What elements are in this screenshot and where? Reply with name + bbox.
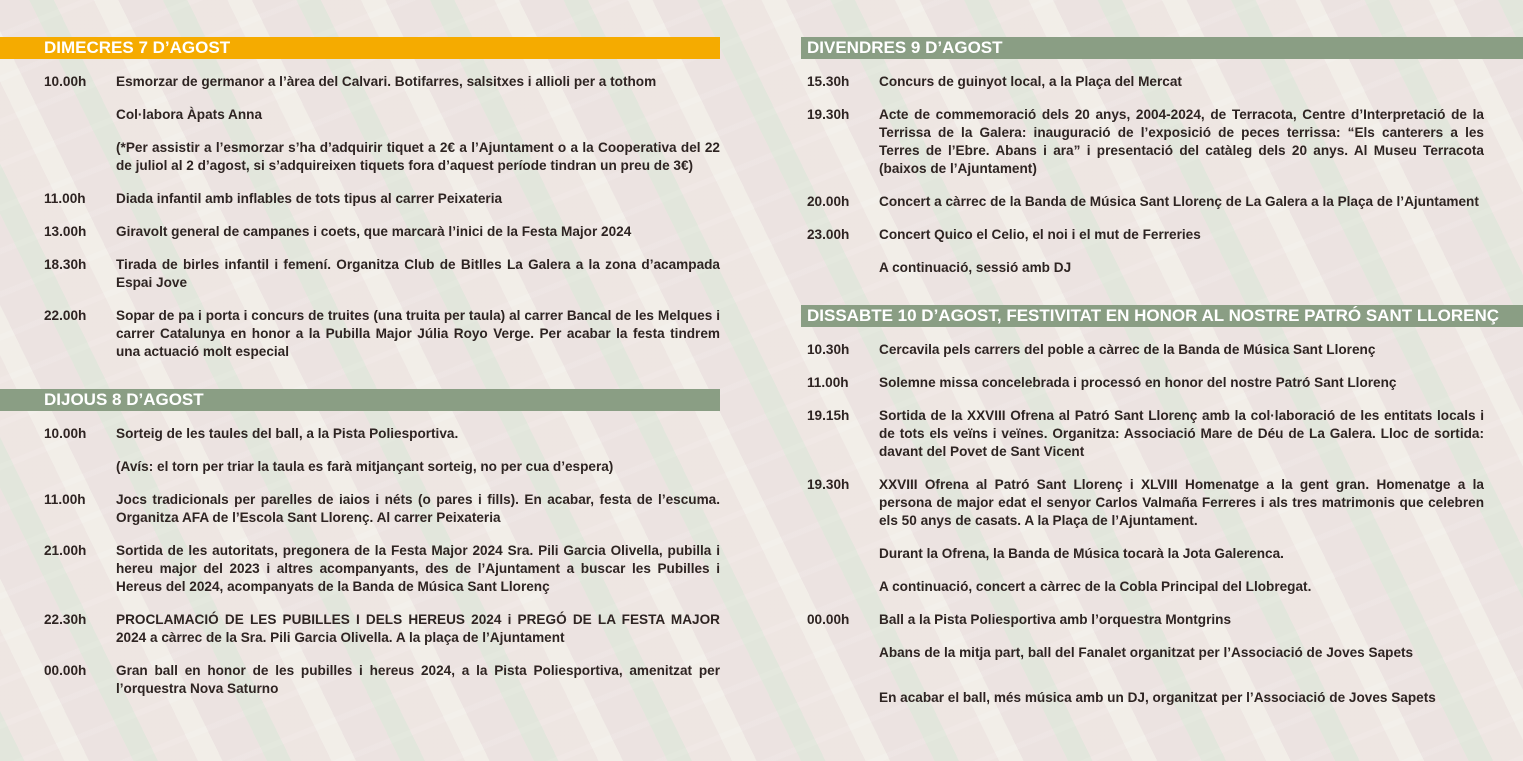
- entry-text: Durant la Ofrena, la Banda de Música tocarà la Jota Galerenca.: [879, 546, 1284, 561]
- entry-text: Jocs tradicionals per parelles de iaios i néts (o pares i fills). En acabar, festa de l’escuma. Organitza AFA de l’Escola Sant Llorenç. Al carrer Peixateria: [116, 492, 720, 525]
- entry-time: 18.30h: [44, 257, 87, 272]
- entry-text: Concurs de guinyot local, a la Plaça del Mercat: [879, 74, 1182, 89]
- entry-time: 11.00h: [44, 492, 86, 507]
- program-entry: [801, 106, 1523, 178]
- program-entry: [0, 190, 720, 208]
- program-entry: [0, 425, 720, 443]
- entry-text: A continuació, concert a càrrec de la Cobla Principal del Llobregat.: [879, 579, 1312, 594]
- entry-text: (Avís: el torn per triar la taula es farà mitjançant sorteig, no per cua d’espera): [116, 459, 614, 474]
- section-header-wednesday: DIMECRES 7 D’AGOST: [0, 37, 720, 59]
- entry-time: 19.30h: [807, 107, 850, 122]
- entry-text: Concert a càrrec de la Banda de Música Sant Llorenç de La Galera a la Plaça de l’Ajuntament: [879, 194, 1479, 209]
- entry-text: Concert Quico el Celio, el noi i el mut de Ferreries: [879, 227, 1201, 242]
- entry-time: 10.30h: [807, 342, 850, 357]
- entry-time: 11.00h: [807, 375, 849, 390]
- program-entry: [801, 644, 1523, 662]
- entry-time: 19.15h: [807, 408, 850, 423]
- entry-text: Cercavila pels carrers del poble a càrrec de la Banda de Música Sant Llorenç: [879, 342, 1376, 357]
- program-entry: [801, 611, 1523, 629]
- entry-time: 13.00h: [44, 224, 87, 239]
- program-entry: [0, 106, 720, 124]
- entry-time: 21.00h: [44, 543, 87, 558]
- entry-text: Tirada de birles infantil i femení. Organitza Club de Bitlles La Galera a la zona d’acampada Espai Jove: [116, 257, 720, 290]
- entry-time: 19.30h: [807, 477, 850, 492]
- entry-text: Sorteig de les taules del ball, a la Pista Poliesportiva.: [116, 426, 459, 441]
- program-entry: [0, 73, 720, 91]
- entry-time: 10.00h: [44, 426, 87, 441]
- entry-text: Sortida de les autoritats, pregonera de la Festa Major 2024 Sra. Pili Garcia Olivella, pubilla i hereu major del 2023 i altres acompanyants, des de l’Ajuntament a buscar les Pubilles i Hereus del 2024, acompanyats de la Banda de Música Sant Llorenç: [116, 543, 720, 594]
- program-entry: [801, 545, 1523, 563]
- entry-time: 20.00h: [807, 194, 850, 209]
- entry-text: A continuació, sessió amb DJ: [879, 260, 1072, 275]
- program-entry: [801, 73, 1523, 91]
- entry-time: 00.00h: [807, 612, 850, 627]
- program-entry: [801, 689, 1523, 707]
- entry-time: 22.30h: [44, 612, 87, 627]
- program-entry: [801, 193, 1523, 211]
- entry-time: 10.00h: [44, 74, 87, 89]
- entry-time: 23.00h: [807, 227, 850, 242]
- entry-time: [44, 106, 116, 124]
- entry-time: [807, 578, 879, 596]
- program-entry: [0, 611, 720, 647]
- entry-text: Abans de la mitja part, ball del Fanalet organitzat per l’Associació de Joves Sapets: [879, 645, 1414, 660]
- entry-text: (*Per assistir a l’esmorzar s’ha d’adquirir tiquet a 2€ a l’Ajuntament o a la Cooperativa del 22 de juliol al 2 d’agost, si s’adquireixen tiquets fora d’aquest període tindran un preu de 3€): [116, 140, 720, 173]
- section-header-saturday: DISSABTE 10 D’AGOST, FESTIVITAT EN HONOR AL NOSTRE PATRÓ SANT LLORENÇ: [801, 305, 1523, 327]
- program-entry: [0, 662, 720, 698]
- entry-time: [807, 259, 879, 277]
- entry-time: 15.30h: [807, 74, 850, 89]
- entry-text: XXVIII Ofrena al Patró Sant Llorenç i XLVIII Homenatge a la gent gran. Homenatge a la persona de major edat el senyor Carlos Valmaña Ferreres i als tres matrimonis que celebren els 50 anys de casats. A la Plaça de l’Ajuntament.: [879, 477, 1484, 528]
- entry-text: PROCLAMACIÓ DE LES PUBILLES I DELS HEREUS 2024 i PREGÓ DE LA FESTA MAJOR 2024 a càrrec de la Sra. Pili Garcia Olivella. A la plaça de l’Ajuntament: [116, 612, 720, 645]
- entry-text: Solemne missa concelebrada i processó en honor del nostre Patró Sant Llorenç: [879, 375, 1397, 390]
- program-entry: [0, 491, 720, 527]
- program-entry: [0, 458, 720, 476]
- entry-text: Gran ball en honor de les pubilles i hereus 2024, a la Pista Poliesportiva, amenitzat per l’orquestra Nova Saturno: [116, 663, 720, 696]
- right-column: [801, 37, 1523, 707]
- program-entry: [801, 259, 1523, 277]
- entry-time: [807, 644, 879, 662]
- program-entry: [0, 256, 720, 292]
- left-column: [0, 37, 720, 698]
- program-entry: [801, 407, 1523, 461]
- entry-time: [44, 458, 116, 476]
- entry-text: Giravolt general de campanes i coets, que marcarà l’inici de la Festa Major 2024: [116, 224, 632, 239]
- entry-text: Diada infantil amb inflables de tots tipus al carrer Peixateria: [116, 191, 503, 206]
- section-header-thursday: DIJOUS 8 D’AGOST: [0, 389, 720, 411]
- entry-text: Esmorzar de germanor a l’àrea del Calvari. Botifarres, salsitxes i allioli per a tothom: [116, 74, 657, 89]
- entry-time: [807, 689, 879, 707]
- program-entry: [0, 223, 720, 241]
- entry-time: 22.00h: [44, 308, 87, 323]
- program-entry: [801, 476, 1523, 530]
- program-entry: [0, 139, 720, 175]
- program-entry: [801, 578, 1523, 596]
- section-header-friday: DIVENDRES 9 D’AGOST: [801, 37, 1523, 59]
- entry-time: 11.00h: [44, 191, 86, 206]
- entry-time: 00.00h: [44, 663, 87, 678]
- entry-text: Col·labora Àpats Anna: [116, 107, 263, 122]
- entry-time: [44, 139, 116, 175]
- entry-time: [807, 545, 879, 563]
- entry-text: Sopar de pa i porta i concurs de truites (una truita per taula) al carrer Bancal de les Melques i carrer Catalunya en honor a la Pubilla Major Júlia Royo Verge. Per acabar la festa tindrem una actuació molt especial: [116, 308, 720, 359]
- program-entry: [0, 542, 720, 596]
- program-entry: [0, 307, 720, 361]
- program-entry: [801, 374, 1523, 392]
- entry-text: En acabar el ball, més música amb un DJ, organitzat per l’Associació de Joves Sapets: [879, 690, 1436, 705]
- program-entry: [801, 341, 1523, 359]
- entry-text: Acte de commemoració dels 20 anys, 2004-2024, de Terracota, Centre d’Interpretació de la Terrissa de la Galera: inauguració de l’exposició de peces terrissa: “Els canterers a les Terres de l’Ebre. Abans i ara” i presentació del catàleg dels 20 anys. Al Museu Terracota (baixos de l’Ajuntament): [879, 107, 1484, 176]
- entry-text: Sortida de la XXVIII Ofrena al Patró Sant Llorenç amb la col·laboració de les entitats locals i de tots els veïns i veïnes. Organitza: Associació Mare de Déu de La Galera. Lloc de sortida: davant del Povet de Sant Vicent: [879, 408, 1484, 459]
- entry-text: Ball a la Pista Poliesportiva amb l’orquestra Montgrins: [879, 612, 1232, 627]
- program-entry: [801, 226, 1523, 244]
